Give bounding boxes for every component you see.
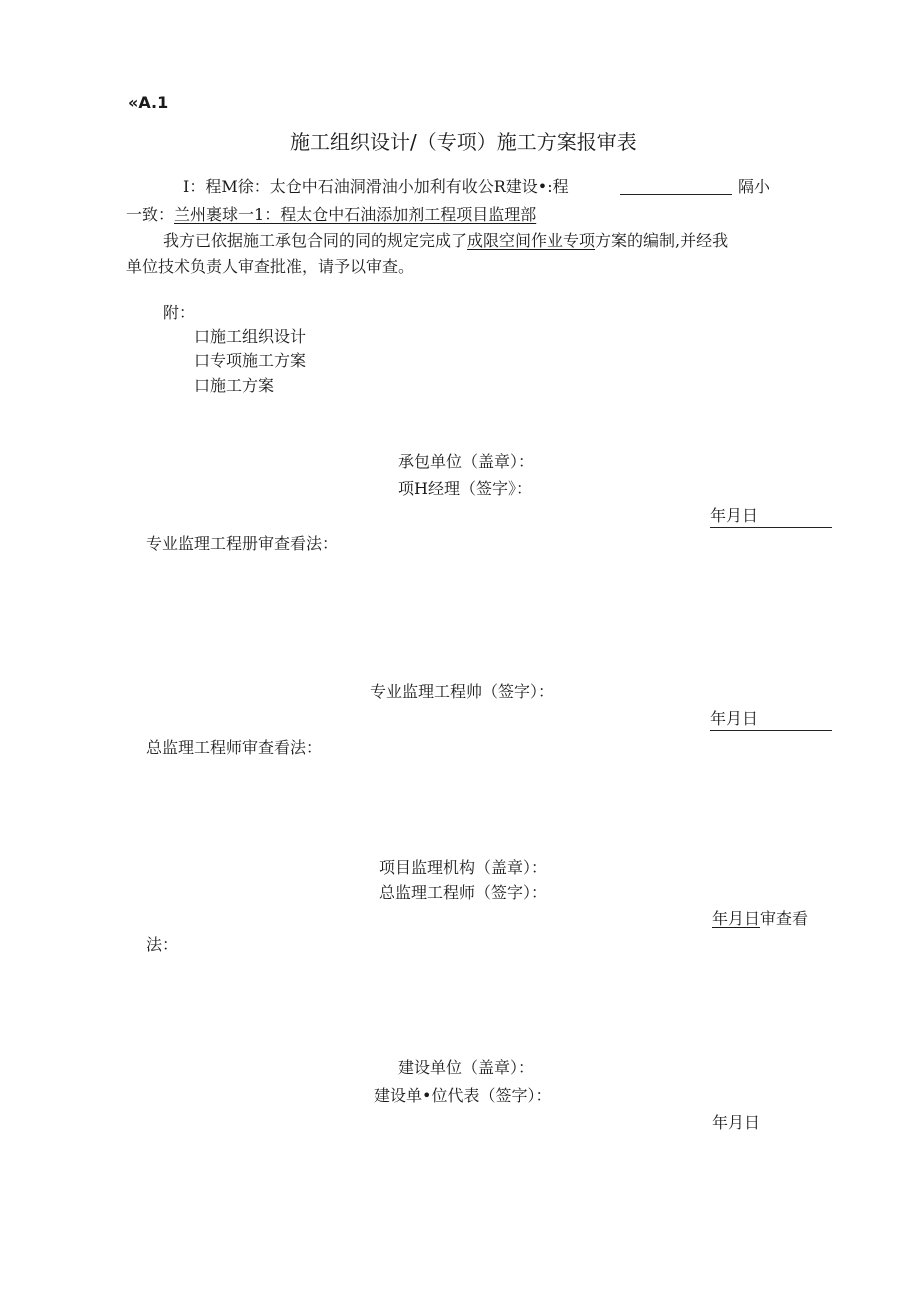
owner-rep-signature: 建设单•位代表（签字）：: [374, 1086, 552, 1105]
contractor-date-text: 年月日: [710, 506, 759, 525]
specialist-signature: 专业监理工程帅（签字）：: [370, 682, 555, 701]
body-line-2: 单位技术负责人审查批准，请予以审查。: [126, 257, 415, 276]
owner-seal: 建设单位（盖章）：: [398, 1058, 535, 1077]
chief-date-line: [712, 908, 808, 930]
specialist-date: [710, 708, 832, 731]
owner-opinion-label-start: 审查看: [760, 909, 809, 928]
body-text-2: 方案的编制,并经我: [595, 231, 729, 250]
specialist-opinion-label: 专业监理工程册审查看法：: [146, 534, 339, 553]
attachment-construction-org-design: 口施工组织设计: [194, 327, 307, 346]
body-line-1: [163, 230, 728, 252]
recipient-prefix: 一致：: [126, 205, 175, 224]
chief-date: 年月日: [712, 909, 761, 928]
chief-opinion-label: 总监理工程师审查看法：: [146, 738, 323, 757]
project-manager-signature: 项H经理（签字》：: [398, 479, 532, 498]
recipient-name: 兰州裹球一1：程太仓中石油添加剂工程项目监理部: [174, 205, 537, 224]
project-underline: [620, 194, 732, 195]
owner-opinion-label-end: 法：: [146, 935, 179, 954]
contractor-date: [710, 505, 832, 528]
project-line-right: 隔小: [738, 177, 771, 196]
form-code: «A.1: [128, 93, 169, 112]
attachments-label: 附：: [163, 303, 196, 322]
project-name: I：程M徐：太仓中石油洞滑油小加利有收公R建设•:程: [183, 177, 569, 196]
attachment-construction-plan: 口施工方案: [194, 376, 275, 395]
project-line: [183, 176, 569, 198]
page-title: 施工组织设计/（专项）施工方案报审表: [290, 130, 637, 154]
plan-name: 成限空间作业专项: [467, 231, 596, 250]
owner-date: 年月日: [712, 1113, 761, 1132]
contractor-seal: 承包单位（盖章）：: [398, 452, 535, 471]
chief-signature: 总监理工程师（签字）：: [379, 883, 548, 902]
attachment-special-plan: 口专项施工方案: [194, 351, 307, 370]
body-text-1: 我方已依据施工承包合同的同的规定完成了: [163, 231, 468, 250]
recipient-line: [126, 204, 536, 226]
specialist-date-text: 年月日: [710, 709, 759, 728]
supervision-org-seal: 项目监理机构（盖章）：: [379, 858, 548, 877]
